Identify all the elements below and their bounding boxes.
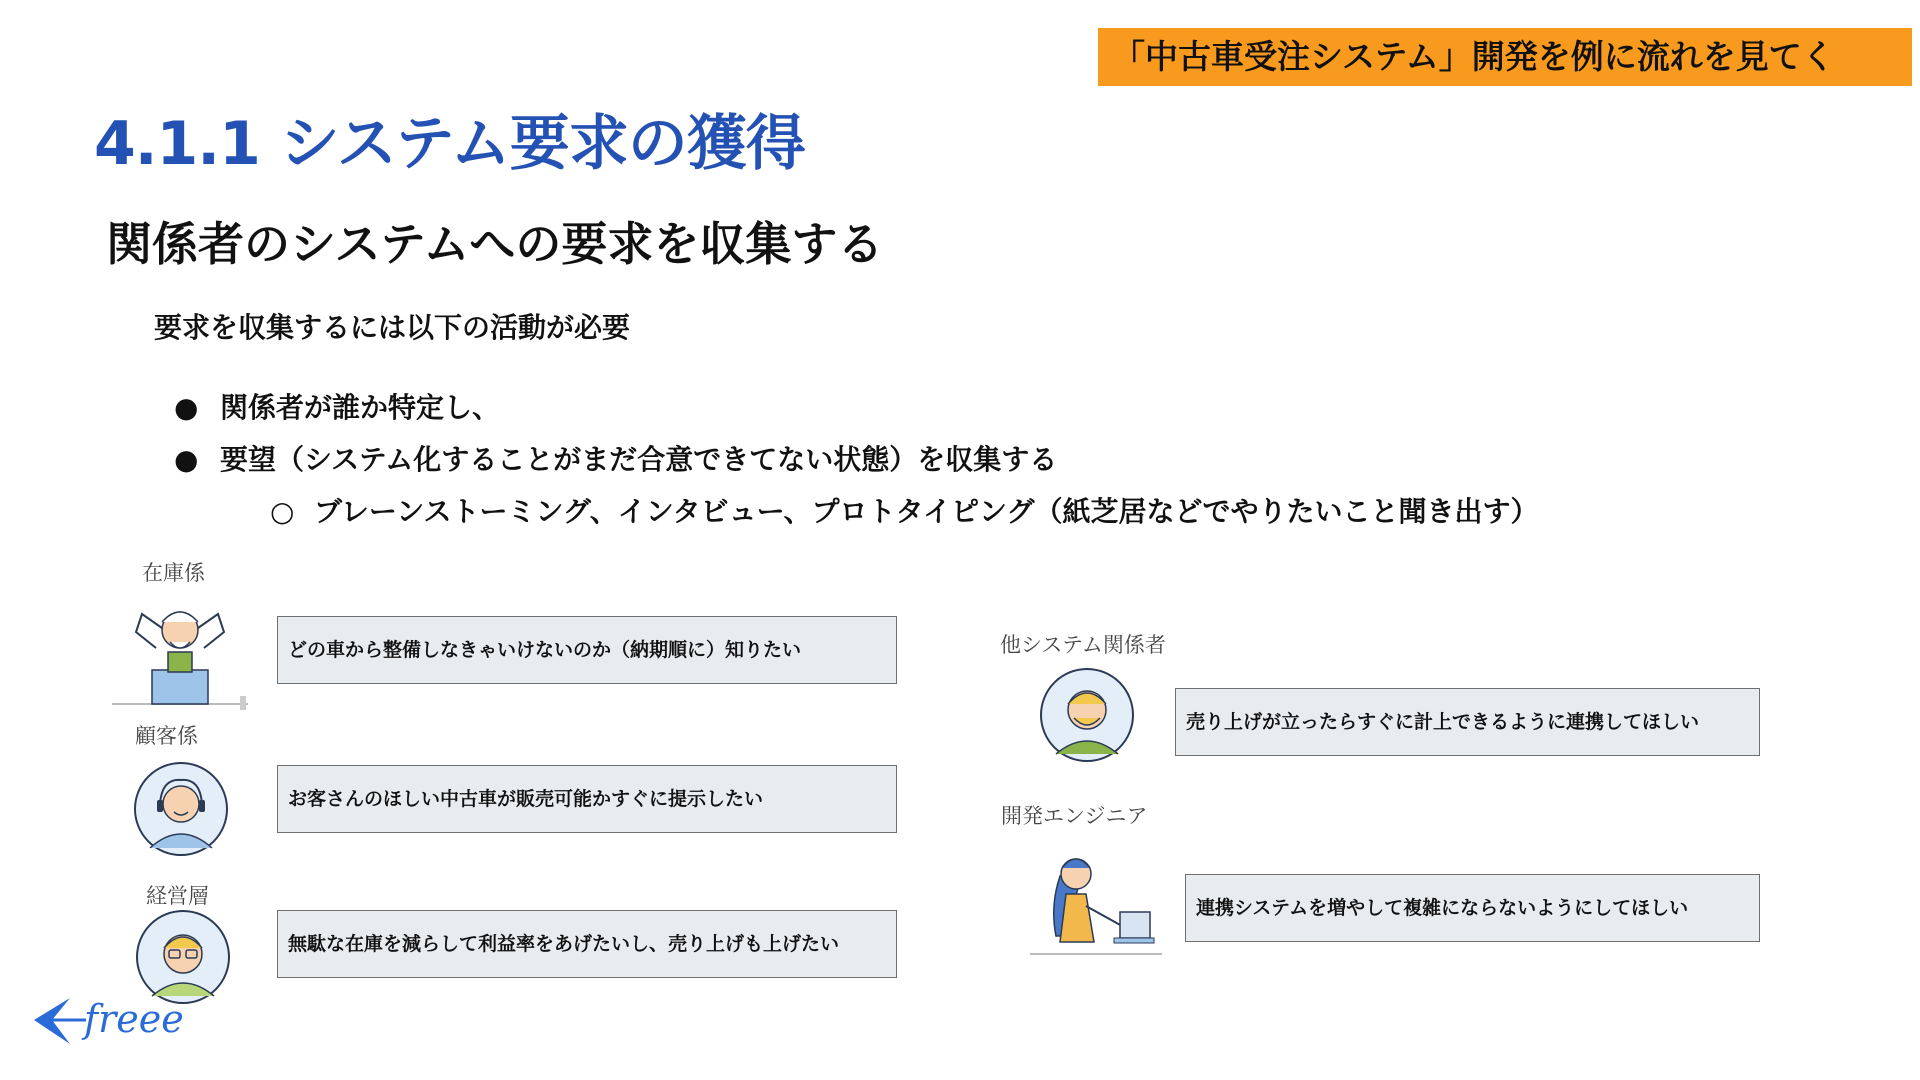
- customer-staff-avatar-icon: [132, 760, 230, 862]
- topic-banner: 「中古車受注システム」開発を例に流れを見てく: [1098, 28, 1912, 86]
- role-label-engineer: 開発エンジニア: [1001, 804, 1148, 828]
- role-label-inventory: 在庫係: [142, 561, 205, 585]
- page-title: 4.1.1 システム要求の獲得: [94, 109, 805, 179]
- section-heading: 関係者のシステムへの要求を収集する: [106, 217, 884, 271]
- request-box-inventory: どの車から整備しなきゃいけないのか（納期順に）知りたい: [277, 616, 897, 684]
- inventory-staff-illustration: [112, 592, 252, 724]
- bullet-text: 要望（システム化することがまだ合意できてない状態）を収集する: [220, 443, 1058, 476]
- bullet-text: ブレーンストーミング、インタビュー、プロトタイピング（紙芝居などでやりたいこと聞き出す）: [314, 495, 1539, 528]
- lead-text: 要求を収集するには以下の活動が必要: [154, 311, 631, 344]
- bullet-dot-icon: ●: [174, 391, 199, 424]
- request-box-other-system: 売り上げが立ったらすぐに計上できるように連携してほしい: [1175, 688, 1760, 756]
- role-label-management: 経営層: [146, 884, 209, 908]
- bullet-item: [174, 438, 1057, 478]
- bullet-item: [174, 386, 500, 426]
- other-system-avatar-icon: [1038, 666, 1136, 768]
- request-box-engineer: 連携システムを増やして複雑にならないようにしてほしい: [1185, 874, 1760, 942]
- request-box-customer: お客さんのほしい中古車が販売可能かすぐに提示したい: [277, 765, 897, 833]
- freee-logo-icon: [30, 990, 200, 1056]
- engineer-illustration: [1030, 846, 1166, 970]
- logo-text: freee: [84, 997, 184, 1041]
- bullet-circle-icon: ○: [270, 495, 295, 528]
- sub-bullet-item: [270, 490, 1538, 530]
- request-box-management: 無駄な在庫を減らして利益率をあげたいし、売り上げも上げたい: [277, 910, 897, 978]
- role-label-customer: 顧客係: [135, 724, 198, 748]
- bullet-dot-icon: ●: [174, 443, 199, 476]
- bullet-text: 関係者が誰か特定し、: [220, 391, 501, 424]
- role-label-other-system: 他システム関係者: [1000, 633, 1166, 657]
